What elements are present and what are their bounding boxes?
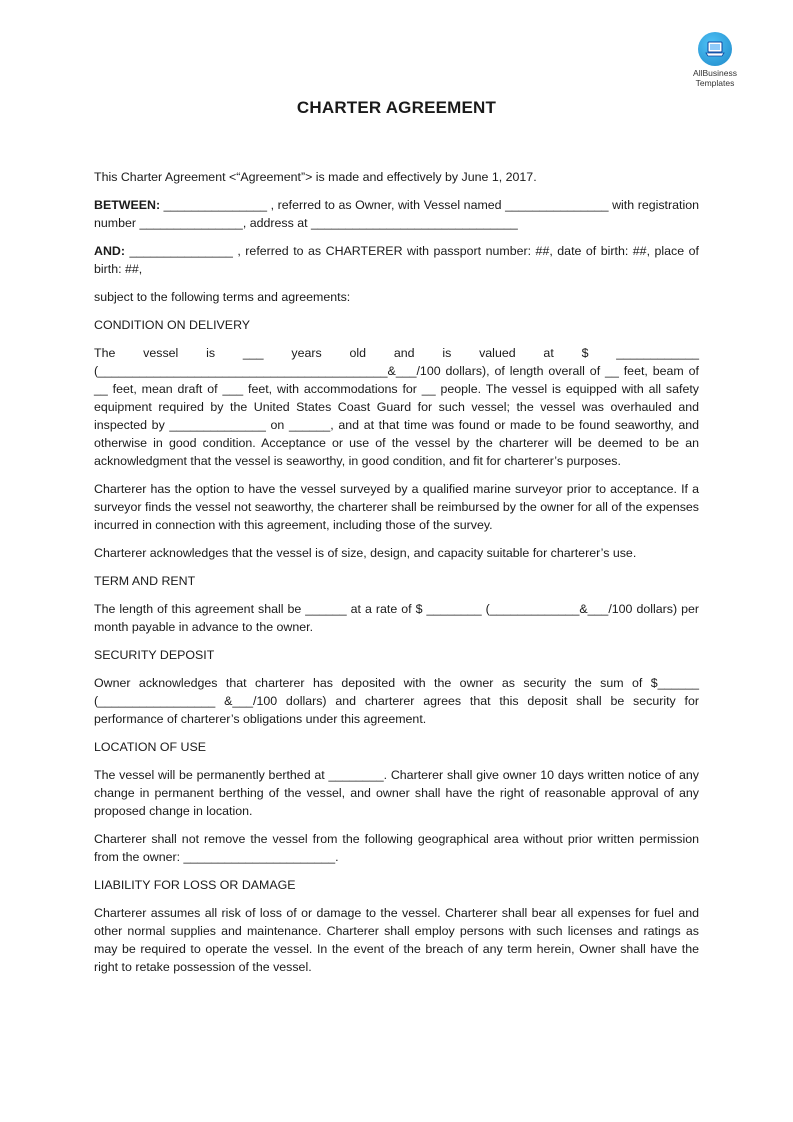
location-paragraph-2: Charterer shall not remove the vessel from the following geographical area without prior written permission from the owner: ______________________. xyxy=(94,832,699,864)
section-heading-deposit: SECURITY DEPOSIT xyxy=(94,648,215,662)
laptop-icon xyxy=(698,32,732,66)
section-heading-condition: CONDITION ON DELIVERY xyxy=(94,318,251,332)
liability-paragraph-1: Charterer assumes all risk of loss of or damage to the vessel. Charterer shall bear all expenses for fuel and other normal supplies and maintenance. Charterer shall employ persons with such licenses and ratings as may be required to operate the vessel. In the event of the breach of any term herein, Owner shall have the right to retake possession of the vessel. xyxy=(94,906,699,974)
condition-paragraph-1: The vessel is ___ years old and is valued at $ ____________ (__________________________________________&___/100 dollars), of length overall of __ feet, beam of __ feet, mean draft of ___ feet, with accommodations for __ people. The vessel is equipped with all safety equipment required by the United States Coast Guard for such vessel; the vessel was overhauled and inspected by ______________ on ______, and at that time was found or made to be found seaworthy, and otherwise in good condition. Acceptance or use of the vessel by the charterer will be deemed to be an acknowledgment that the vessel is seaworthy, in good condition, and fit for charterer’s purposes. xyxy=(94,346,699,468)
brand-logo[interactable] xyxy=(684,32,746,88)
and-text: _______________ , referred to as CHARTERER with passport number: ##, date of birth: ##, place of birth: ##, xyxy=(94,244,699,276)
and-label: AND: xyxy=(94,244,125,258)
between-text: _______________ , referred to as Owner, with Vessel named _______________ with registration number _______________, address at ______________________________ xyxy=(94,198,699,230)
logo-text-line1: AllBusiness xyxy=(693,68,737,78)
subject-paragraph: subject to the following terms and agreements: xyxy=(94,290,351,304)
document-title: CHARTER AGREEMENT xyxy=(296,98,497,117)
logo-text-line2: Templates xyxy=(695,78,735,88)
term-paragraph-1: The length of this agreement shall be ______ at a rate of $ ________ (_____________&___/100 dollars) per month payable in advance to the owner. xyxy=(94,602,699,634)
condition-paragraph-2: Charterer has the option to have the vessel surveyed by a qualified marine surveyor prior to acceptance. If a surveyor finds the vessel not seaworthy, the charterer shall be reimbursed by the owner for all of the expenses incurred in connection with this agreement, including those of the survey. xyxy=(94,482,699,532)
location-paragraph-1: The vessel will be permanently berthed at ________. Charterer shall give owner 10 days written notice of any change in permanent berthing of the vessel, and owner shall have the right of reasonable approval of any proposed change in location. xyxy=(94,768,699,818)
document-body xyxy=(94,168,699,986)
between-paragraph xyxy=(94,196,699,232)
intro-paragraph: This Charter Agreement <“Agreement”> is made and effectively by June 1, 2017. xyxy=(94,170,537,184)
section-heading-term: TERM AND RENT xyxy=(94,574,196,588)
deposit-paragraph-1: Owner acknowledges that charterer has deposited with the owner as security the sum of $______ (_________________ &___/100 dollars) and charterer agrees that this deposit shall be security for performance of charterer’s obligations under this agreement. xyxy=(94,676,699,726)
condition-paragraph-3: Charterer acknowledges that the vessel is of size, design, and capacity suitable for charterer’s use. xyxy=(94,546,637,560)
section-heading-location: LOCATION OF USE xyxy=(94,740,206,754)
and-paragraph xyxy=(94,242,699,278)
between-label: BETWEEN: xyxy=(94,198,161,212)
section-heading-liability: LIABILITY FOR LOSS OR DAMAGE xyxy=(94,878,296,892)
